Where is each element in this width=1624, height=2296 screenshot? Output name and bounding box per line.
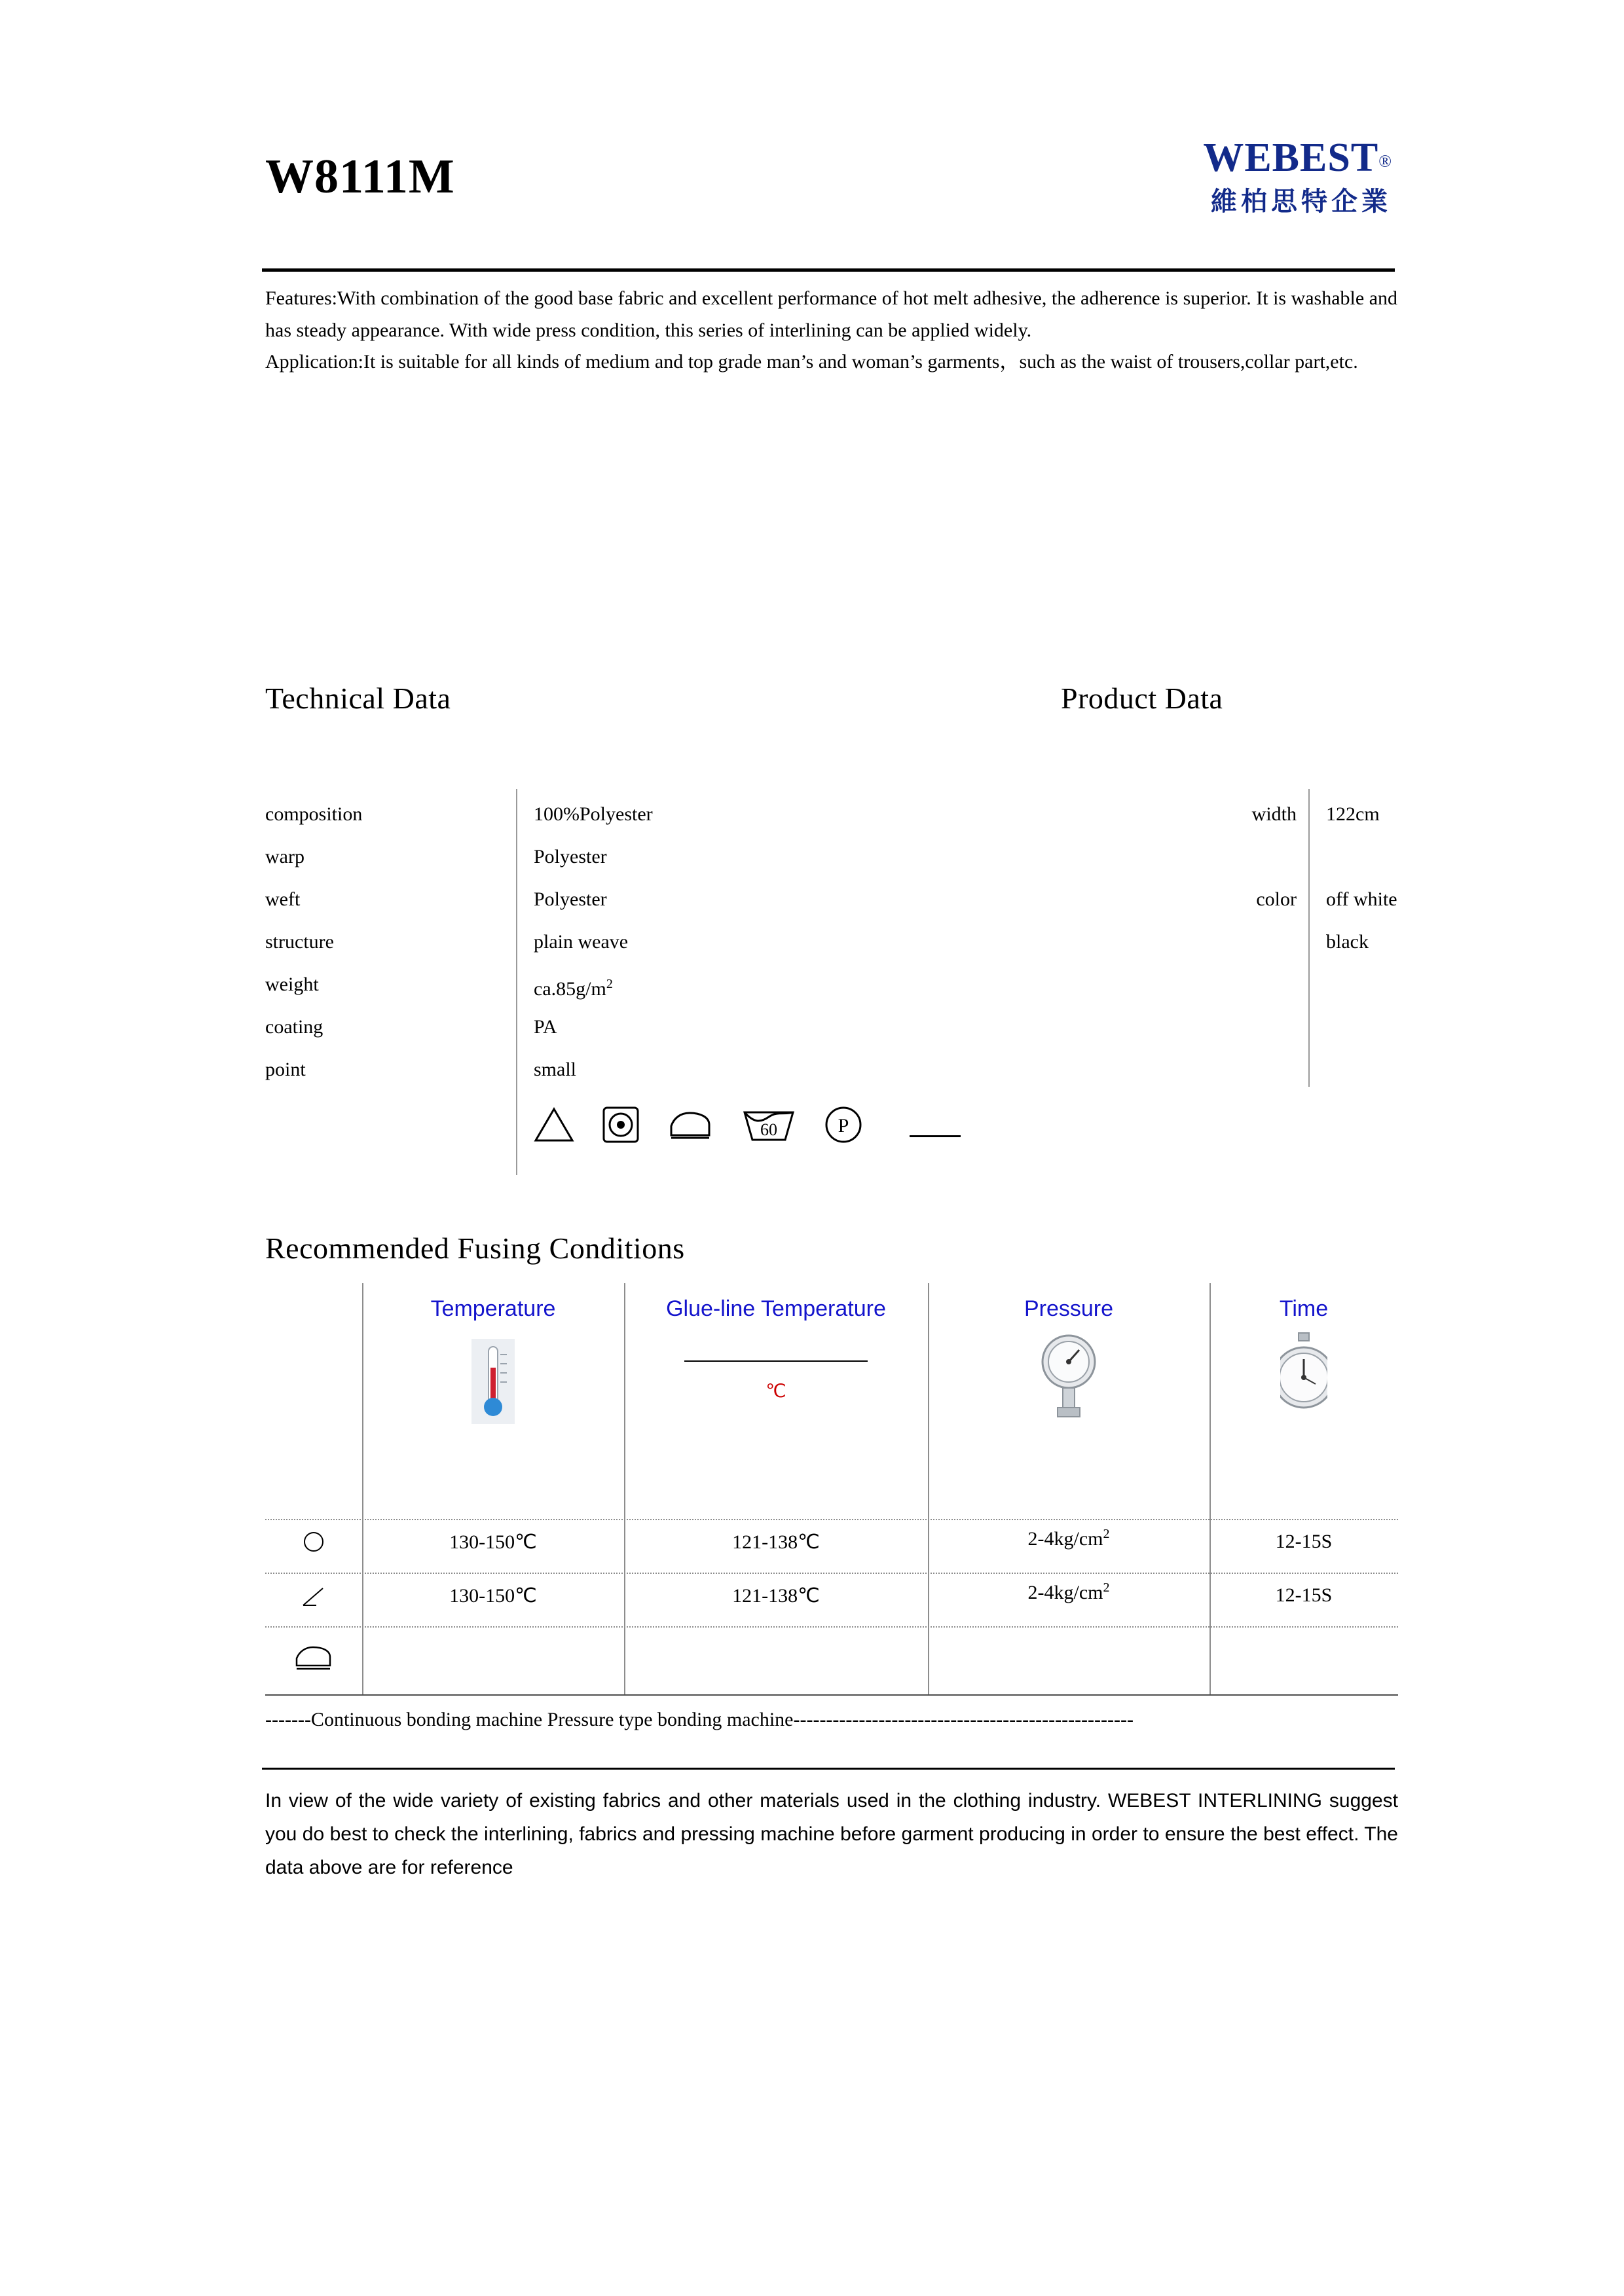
technical-value-weight	[534, 963, 992, 1006]
document-header	[265, 137, 1392, 265]
row-symbol-slash-icon	[265, 1586, 362, 1611]
column-header-pressure: Pressure	[1024, 1296, 1114, 1321]
grid-hline-2	[265, 1573, 1398, 1574]
technical-label: coating	[265, 1016, 323, 1038]
cell-time-row1: 12-15S	[1275, 1531, 1333, 1552]
section-title-product-data: Product Data	[1061, 682, 1223, 715]
product-value-width: 122cm	[1326, 803, 1380, 825]
cell-time-row2: 12-15S	[1275, 1584, 1333, 1606]
underline-bar-icon	[910, 1135, 961, 1137]
cell-glue-line-row2: 121-138℃	[732, 1585, 820, 1607]
technical-value: Polyester	[534, 888, 607, 910]
product-labels	[1130, 793, 1297, 920]
grid-hline-3	[265, 1626, 1398, 1628]
pressure-value-row1: 2-4kg/cm	[1027, 1528, 1103, 1550]
footer-note	[265, 1784, 1398, 1884]
section-title-technical-data: Technical Data	[265, 682, 451, 715]
machine-type-note: -------Continuous bonding machine Pressure type bonding machine----------------------------------------------------	[265, 1709, 1134, 1730]
dry-clean-p-icon	[824, 1106, 862, 1147]
cell-temperature-row2: 130-150℃	[449, 1585, 537, 1607]
bleach-triangle-icon	[534, 1106, 574, 1146]
pressure-exponent-row2: 2	[1103, 1580, 1110, 1595]
technical-label: structure	[265, 931, 334, 953]
weight-value: ca.85g/m	[534, 978, 606, 1000]
cell-pressure-row1	[928, 1527, 1209, 1550]
pressure-exponent-row1: 2	[1103, 1527, 1110, 1541]
technical-label: point	[265, 1059, 306, 1080]
care-symbols-row	[534, 1097, 961, 1156]
features-paragraph: Features:With combination of the good base fabric and excellent performance of hot melt adhesive, the adherence is superior. It is washable and has steady appearance. With wide press condition, this series of interlining can be applied widely.	[265, 287, 1398, 341]
page-title: W8111M	[265, 150, 455, 204]
footer-divider	[262, 1768, 1395, 1770]
wash-60-icon	[741, 1106, 797, 1147]
grid-vline-2	[624, 1283, 625, 1696]
application-paragraph: Application:It is suitable for all kinds of medium and top grade man’s and woman’s garments，such as the waist of trousers,collar part,etc.	[265, 351, 1358, 373]
technical-value: Polyester	[534, 846, 607, 867]
product-value-color-2: black	[1326, 931, 1369, 953]
column-header-glue-line-temperature: Glue-line Temperature	[666, 1296, 886, 1321]
technical-label: weft	[265, 888, 301, 910]
technical-value: PA	[534, 1016, 557, 1038]
footer-note-text: In view of the wide variety of existing fabrics and other materials used in the clothing industry. WEBEST INTERLINING suggest you do best to check the interlining, fabrics and pressing machine before garment producing in order to ensure the best effect. The data above are for reference	[265, 1790, 1398, 1878]
product-label-color: color	[1256, 888, 1297, 910]
technical-value: small	[534, 1059, 576, 1080]
weight-exponent: 2	[606, 977, 613, 991]
technical-label: composition	[265, 803, 363, 825]
iron-icon	[667, 1106, 713, 1146]
technical-label: warp	[265, 846, 304, 867]
row-symbol-iron-icon	[265, 1642, 362, 1677]
section-title-fusing: Recommended Fusing Conditions	[265, 1231, 685, 1265]
thermometer-icon	[362, 1339, 624, 1427]
brand-name: WEBEST	[1203, 136, 1379, 180]
brand-name-wrap	[802, 137, 1392, 178]
grid-hline-1	[265, 1519, 1398, 1520]
pressure-gauge-icon	[928, 1330, 1209, 1427]
cell-pressure-row2	[928, 1580, 1209, 1604]
header-divider	[262, 268, 1395, 272]
data-divider-left	[516, 789, 517, 1175]
technical-label: weight	[265, 974, 319, 995]
glue-unit-label: ℃	[766, 1381, 786, 1402]
grid-hline-bottom	[265, 1694, 1398, 1696]
column-header-time: Time	[1279, 1296, 1329, 1321]
stopwatch-icon	[1209, 1330, 1398, 1427]
cell-glue-line-row1: 121-138℃	[732, 1531, 820, 1553]
row-symbol-circle-icon	[265, 1531, 362, 1556]
glue-line-rule	[684, 1360, 868, 1362]
data-area	[265, 789, 1398, 1175]
registered-mark-icon: ®	[1378, 151, 1392, 171]
svg-text:P: P	[838, 1114, 849, 1137]
brand-name-chinese: 維柏思特企業	[1211, 187, 1392, 217]
tumble-dry-icon	[602, 1106, 640, 1147]
brand-logo	[802, 137, 1392, 218]
product-label-width: width	[1251, 803, 1297, 825]
technical-value: plain weave	[534, 931, 629, 953]
product-values	[1326, 793, 1588, 963]
fusing-conditions-table	[265, 1283, 1398, 1696]
spacer-row	[1130, 835, 1297, 878]
technical-value: 100%Polyester	[534, 803, 653, 825]
technical-values	[534, 793, 992, 1091]
spacer-row	[1326, 835, 1588, 878]
cell-temperature-row1: 130-150℃	[449, 1531, 537, 1553]
pressure-value-row2: 2-4kg/cm	[1027, 1582, 1103, 1603]
product-value-color-1: off white	[1326, 888, 1397, 910]
svg-text:60: 60	[760, 1120, 777, 1139]
technical-labels	[265, 793, 516, 1091]
column-header-temperature: Temperature	[430, 1296, 556, 1321]
data-divider-right	[1308, 789, 1310, 1087]
intro-text	[265, 283, 1398, 378]
